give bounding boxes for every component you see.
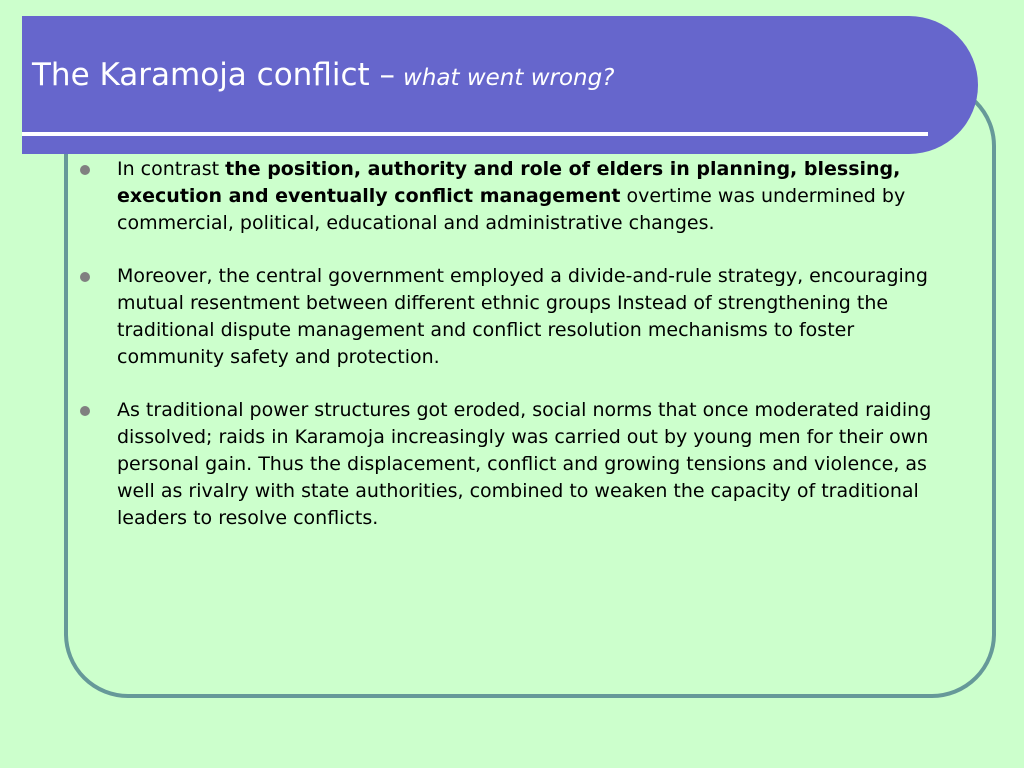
bullet-text-bold: the position, authority and role of elders in planning, blessing, execution and eventually conflict management (117, 158, 901, 207)
bullet-text: Moreover, the central government employed a divide-and-rule strategy, encouraging mutual resentment between different ethnic groups Instead of strengthening the traditional dispute management and conflict resolution mechanisms to foster community safety and protection. (117, 265, 928, 368)
bullet-dot-icon (80, 406, 90, 416)
bullet-text-post: overtime was undermined by commercial, political, educational and administrative changes. (117, 185, 906, 234)
bullet-dot-icon (80, 165, 90, 175)
bullet-text-pre: In contrast (117, 158, 226, 180)
slide-title (32, 57, 615, 93)
title-main: The Karamoja conflict – (32, 57, 396, 93)
bullet-dot-icon (80, 272, 90, 282)
bullet-item (80, 263, 960, 371)
bullet-list (80, 156, 960, 532)
title-divider (22, 132, 928, 136)
bullet-text: As traditional power structures got eroded, social norms that once moderated raiding dissolved; raids in Karamoja increasingly was carried out by young men for their own personal gain. Thus the displacement, conflict and growing tensions and violence, as well as rivalry with state authorities, combined to weaken the capacity of traditional leaders to resolve conflicts. (117, 399, 932, 529)
bullet-item (80, 397, 960, 532)
title-subtitle: what went wrong? (403, 65, 615, 91)
bullet-item (80, 156, 960, 237)
